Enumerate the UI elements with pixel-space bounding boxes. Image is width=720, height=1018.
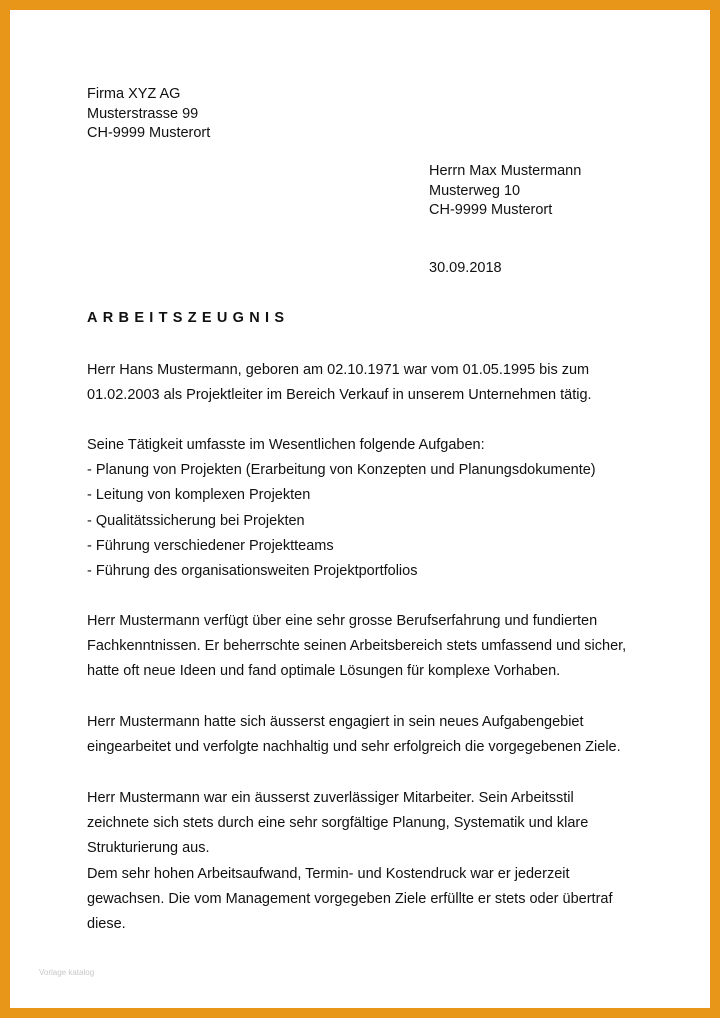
document-page	[10, 10, 710, 1008]
recipient-city: CH-9999 Musterort	[429, 202, 553, 218]
sender-city: CH-9999 Musterort	[87, 125, 211, 141]
task-item: - Planung von Projekten (Erarbeitung von Konzepten und Planungsdokumente)	[87, 462, 596, 479]
paragraph-line: hatte oft neue Ideen und fand optimale Lösungen für komplexe Vorhaben.	[87, 663, 561, 680]
paragraph-line: Dem sehr hohen Arbeitsaufwand, Termin- und Kostendruck war er jederzeit	[87, 865, 570, 882]
task-item: - Führung des organisationsweiten Projektportfolios	[87, 563, 418, 580]
paragraph-line: Herr Mustermann verfügt über eine sehr grosse Berufserfahrung und fundierten	[87, 613, 598, 629]
recipient-address	[429, 162, 581, 221]
recipient-street: Musterweg 10	[429, 182, 521, 199]
intro-paragraph	[87, 358, 592, 408]
paragraph-line: eingearbeitet und verfolgte nachhaltig und sehr erfolgreich die vorgegebenen Ziele.	[87, 739, 621, 756]
tasks-intro: Seine Tätigkeit umfasste im Wesentlichen folgende Aufgaben:	[87, 437, 485, 453]
paragraph-line: Herr Mustermann hatte sich äusserst engagiert in sein neues Aufgabengebiet	[87, 714, 584, 730]
paragraph-line: gewachsen. Die vom Management vorgegeben Ziele erfüllte er stets oder übertraf	[87, 890, 613, 907]
recipient-name: Herrn Max Mustermann	[429, 163, 582, 179]
sender-address	[87, 85, 210, 144]
letter-date: 30.09.2018	[429, 260, 502, 276]
paragraph-line: diese.	[87, 916, 126, 933]
paragraph-line: Herr Mustermann war ein äusserst zuverlässiger Mitarbeiter. Sein Arbeitsstil	[87, 790, 574, 806]
task-item: - Führung verschiedener Projektteams	[87, 537, 334, 554]
engagement-paragraph	[87, 710, 621, 760]
paragraph-line: Fachkenntnissen. Er beherrschte seinen Arbeitsbereich stets umfassend und sicher,	[87, 638, 627, 655]
task-item: - Qualitätssicherung bei Projekten	[87, 512, 305, 529]
sender-street: Musterstrasse 99	[87, 105, 199, 122]
experience-paragraph	[87, 609, 626, 685]
sender-company: Firma XYZ AG	[87, 86, 181, 102]
task-item: - Leitung von komplexen Projekten	[87, 487, 311, 504]
paragraph-line: Strukturierung aus.	[87, 840, 210, 857]
tasks-section	[87, 433, 596, 584]
paragraph-line: 01.02.2003 als Projektleiter im Bereich Verkauf in unserem Unternehmen tätig.	[87, 387, 592, 404]
watermark: Vorlage katalog	[39, 968, 95, 977]
document-title: ARBEITSZEUGNIS	[87, 310, 290, 326]
reliability-paragraph	[87, 786, 613, 937]
paragraph-line: zeichnete sich stets durch eine sehr sorgfältige Planung, Systematik und klare	[87, 815, 589, 832]
paragraph-line: Herr Hans Mustermann, geboren am 02.10.1971 war vom 01.05.1995 bis zum	[87, 362, 590, 378]
